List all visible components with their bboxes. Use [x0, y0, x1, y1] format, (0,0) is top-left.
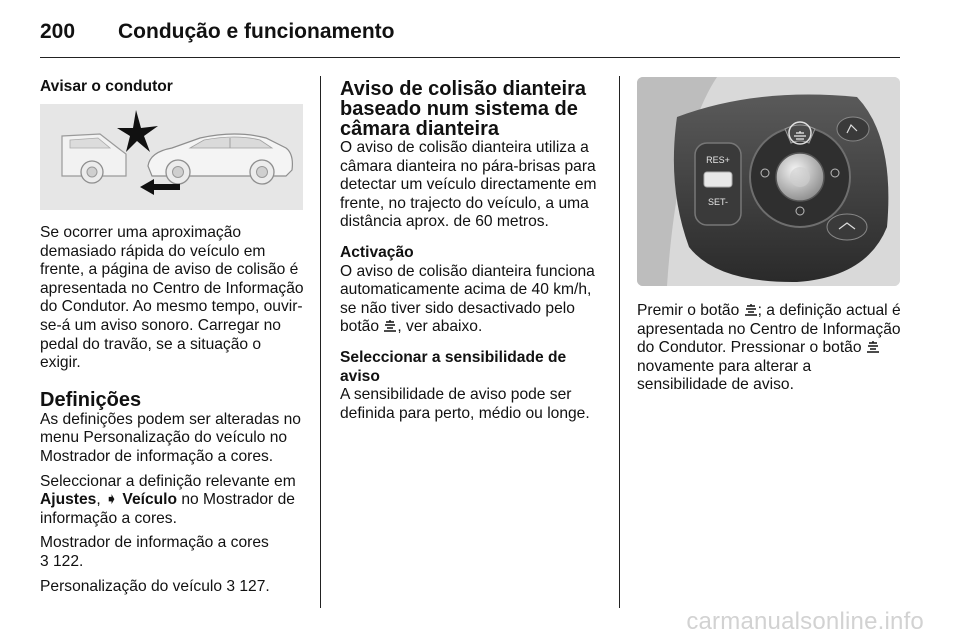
column-3-body: [637, 302, 905, 395]
activation-text-end: , ver abaixo.: [397, 318, 483, 336]
press-button-paragraph: [637, 302, 905, 395]
activation-paragraph: [340, 263, 605, 337]
set-label: SET-: [707, 197, 729, 207]
header-divider: [40, 57, 900, 58]
sensitivity-paragraph: A sensibilidade de aviso pode ser definida para perto, médio ou longe.: [340, 386, 590, 422]
settings-paragraph: As definições podem ser alteradas no menu Personalização do veículo no Mostrador de informação a cores.: [40, 410, 301, 465]
page-ref-122[interactable]: 3 122.: [40, 552, 84, 570]
column-1-body: [40, 224, 306, 596]
collision-illustration: [40, 104, 303, 210]
menu-vehicle: Veículo: [118, 491, 178, 509]
separator: ,: [96, 491, 106, 509]
menu-adjustments: Ajustes: [40, 491, 97, 509]
warn-driver-paragraph: Se ocorrer uma aproximação demasiado rápida do veículo em frente, a página de aviso de colisão é apresentada no Centro de Informação do Condutor. Ao mesmo tempo, ouvir-se-á um aviso sonoro. Carregar no pedal do travão, se a situação o exigir.: [40, 224, 304, 372]
press-text-middle: ; a definição actual é apresentada no Centro de Informação do Condutor. Pressionar o botão: [637, 302, 901, 357]
steering-controls-illustration: [637, 77, 900, 286]
page-number: 200: [40, 20, 76, 43]
subheading-activation: Activação: [340, 243, 414, 261]
press-text: Premir o botão: [637, 302, 744, 319]
collision-alert-icon: [866, 340, 880, 353]
heading-forward-collision: Aviso de colisão dianteira baseado num sistema de câmara dianteira: [340, 78, 587, 140]
collision-alert-icon: [383, 319, 397, 332]
color-display-text: Mostrador de informação a cores: [40, 534, 269, 552]
column-divider-1: [320, 76, 321, 608]
collision-alert-icon: [744, 303, 758, 316]
select-setting-text: Seleccionar a definição relevante em: [40, 472, 296, 490]
page-ref-127[interactable]: 3 127.: [226, 577, 270, 595]
forward-collision-paragraph: O aviso de colisão dianteira utiliza a câmara dianteira no pára-brisas para detectar um veículo directamente em frente, no trajecto do veículo, a uma distância aprox. de 60 metros.: [340, 139, 597, 231]
vehicle-personalization-ref: [40, 578, 306, 597]
color-display-ref: [40, 534, 306, 571]
cars-illustration: [40, 104, 303, 210]
watermark: carmanualsonline.info: [686, 608, 924, 635]
column-1: [40, 78, 305, 97]
press-text-end: novamente para alterar a sensibilidade de aviso.: [637, 357, 812, 394]
section-title: Condução e funcionamento: [118, 20, 395, 43]
steering-wheel-svg: [637, 77, 900, 286]
vehicle-personalization-text: Personalização do veículo: [40, 577, 227, 595]
column-2: [340, 79, 605, 423]
heading-settings: Definições: [40, 388, 142, 411]
activation-text: O aviso de colisão dianteira funciona automaticamente acima de 40 km/h, se não tiver sido desactivado pelo botão: [340, 262, 595, 336]
menu-arrow-icon: ➧: [105, 491, 119, 509]
res-label: RES+: [706, 155, 730, 165]
select-setting-paragraph: [40, 473, 306, 529]
subheading-sensitivity: Seleccionar a sensibilidade de aviso: [340, 348, 567, 385]
column-divider-2: [619, 76, 620, 608]
subheading-warn-driver: Avisar o condutor: [40, 78, 173, 95]
select-setting-suffix: no Mostrador de informação a cores.: [40, 491, 295, 527]
